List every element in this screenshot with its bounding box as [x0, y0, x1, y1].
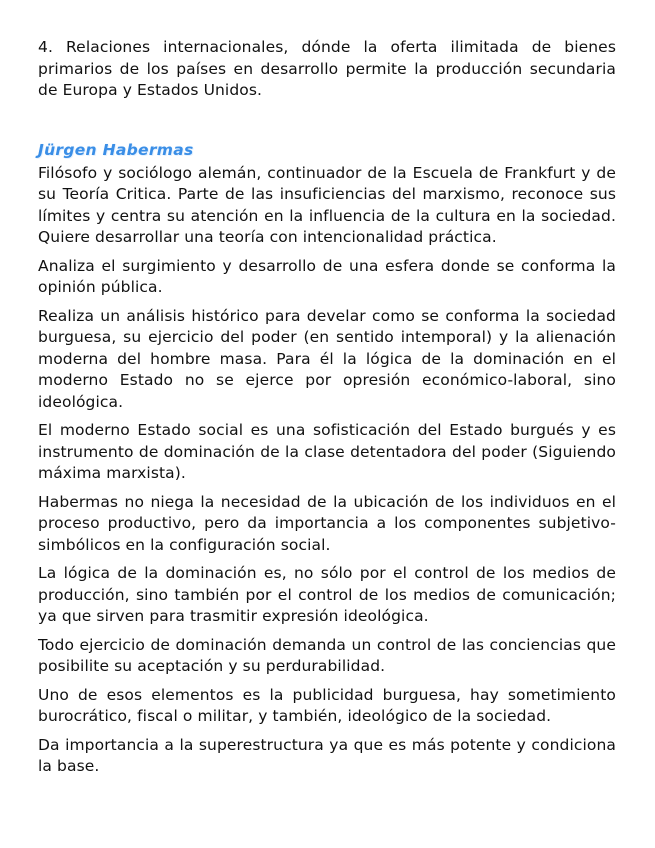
paragraph-3: Realiza un análisis histórico para develar como se conforma la sociedad burguesa, su ejercicio del poder (en sentido intemporal) y la alienación moderna del hombre masa. Para él la lógica de la dominación en el moderno Estado no se ejerce por opresión económico-laboral, sino ideológica.: [38, 306, 616, 411]
paragraph-5: Habermas no niega la necesidad de la ubicación de los individuos en el proceso productivo, pero da importancia a los componentes subjetivo-simbólicos en la configuración social.: [38, 492, 616, 554]
paragraph-6: La lógica de la dominación es, no sólo por el control de los medios de producción, sino también por el control de los medios de comunicación; ya que sirven para trasmitir expresión ideológica.: [38, 564, 616, 625]
section-heading: Jürgen Habermas: [38, 140, 194, 159]
paragraph-7: Todo ejercicio de dominación demanda un control de las conciencias que posibilite su aceptación y su perdurabilidad.: [38, 635, 616, 675]
document-page: [38, 37, 616, 785]
paragraph-9: Da importancia a la superestructura ya que es más potente y condiciona la base.: [38, 735, 616, 775]
intro-paragraph: 4. Relaciones internacionales, dónde la oferta ilimitada de bienes primarios de los países en desarrollo permite la producción secundaria de Europa y Estados Unidos.: [38, 38, 616, 99]
paragraph-1: Filósofo y sociólogo alemán, continuador de la Escuela de Frankfurt y de su Teoría Critica. Parte de las insuficiencias del marxismo, reconoce sus límites y centra su atención en la influencia de la cultura en la sociedad. Quiere desarrollar una teoría con intencionalidad práctica.: [38, 163, 616, 246]
paragraph-4: El moderno Estado social es una sofisticación del Estado burgués y es instrumento de dominación de la clase detentadora del poder (Siguiendo máxima marxista).: [38, 421, 616, 482]
paragraph-2: Analiza el surgimiento y desarrollo de una esfera donde se conforma la opinión pública.: [38, 256, 616, 296]
paragraph-8: Uno de esos elementos es la publicidad burguesa, hay sometimiento burocrático, fiscal o militar, y también, ideológico de la sociedad.: [38, 685, 616, 725]
